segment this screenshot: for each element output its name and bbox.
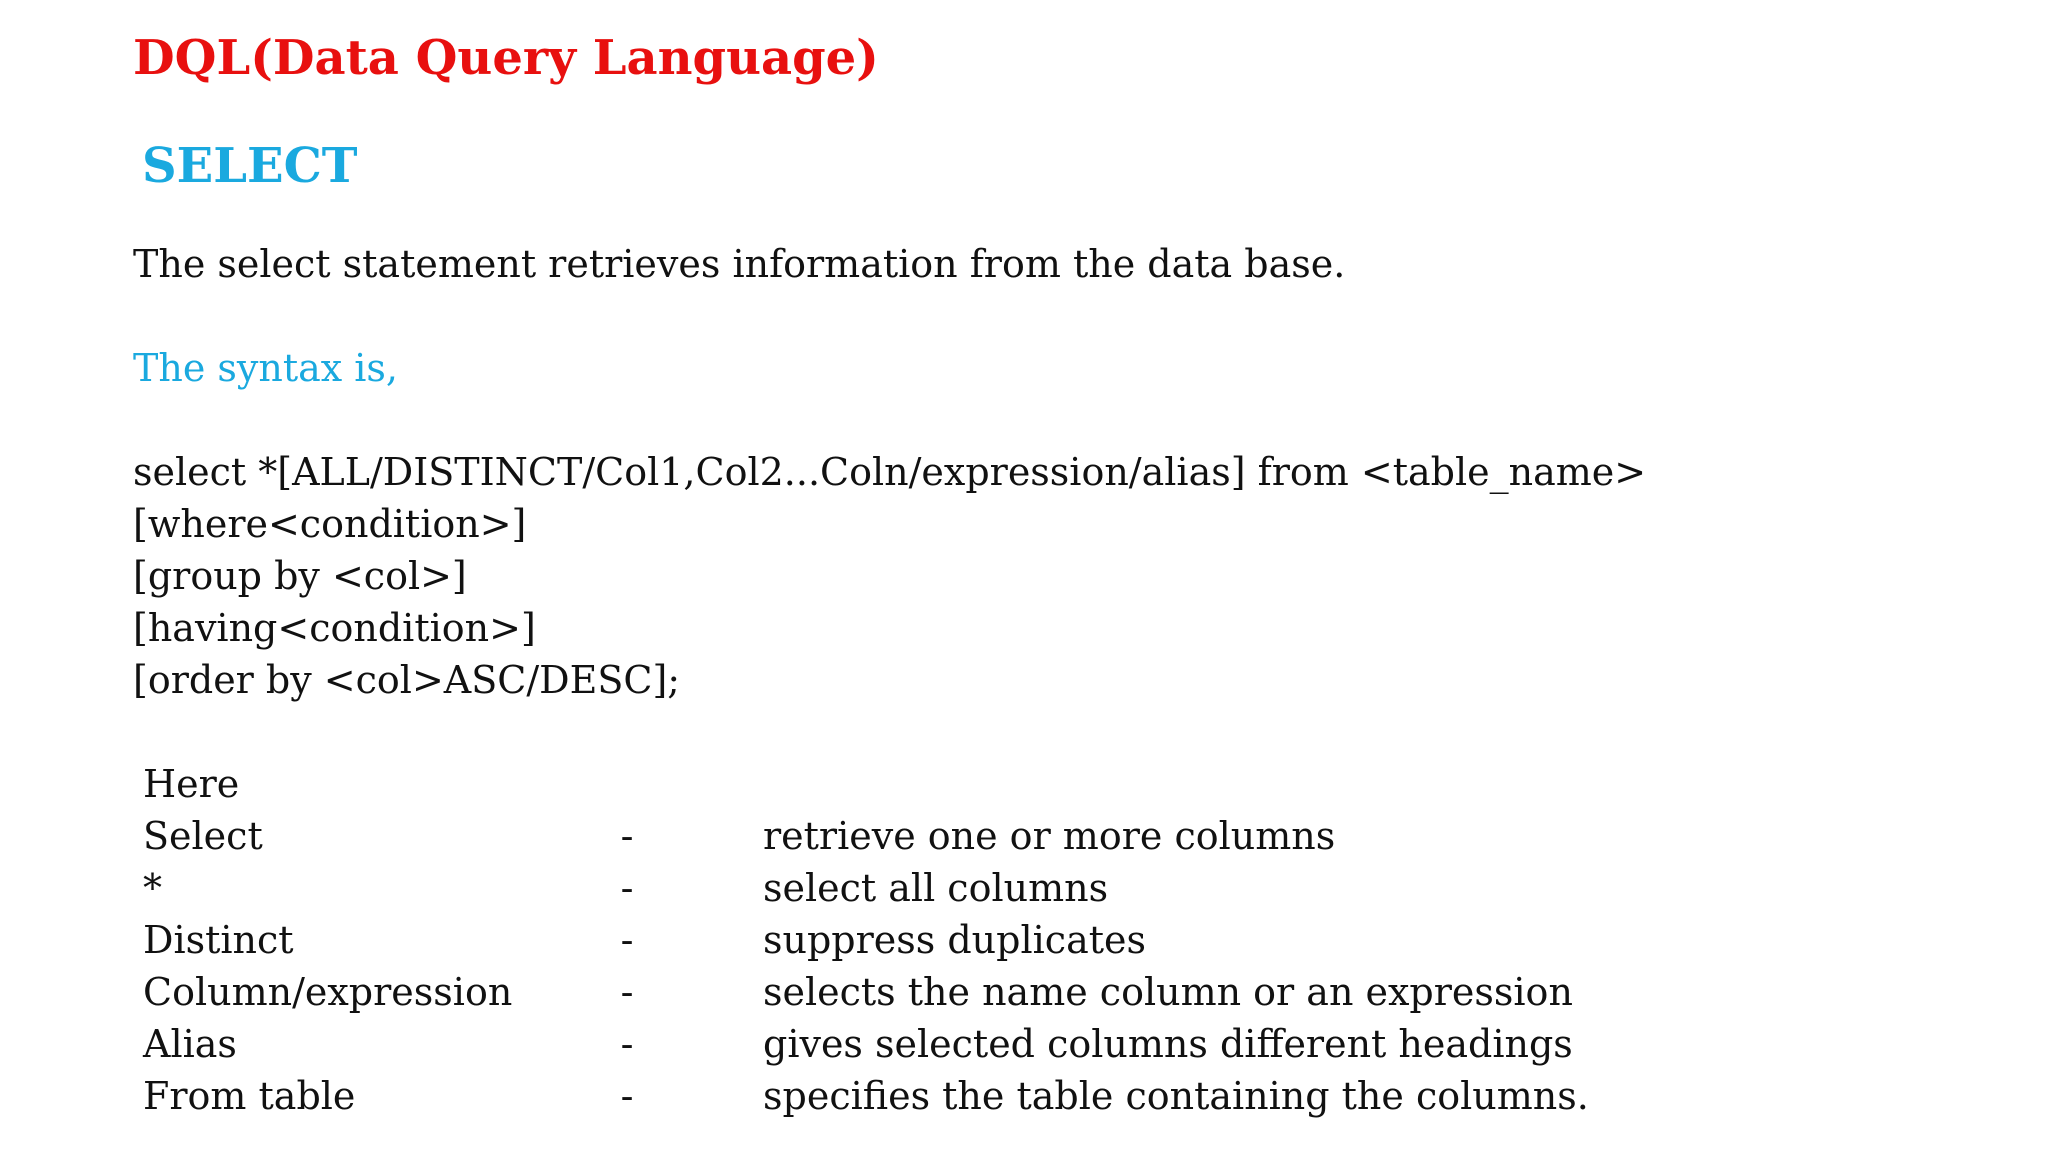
definition-row xyxy=(143,810,1743,862)
here-label: Here xyxy=(143,762,240,806)
definition-dash: - xyxy=(620,866,634,910)
page-title: DQL(Data Query Language) xyxy=(133,30,879,86)
syntax-intro: The syntax is, xyxy=(133,346,398,390)
definition-dash: - xyxy=(620,918,634,962)
definition-row xyxy=(143,966,1743,1018)
definition-term: Alias xyxy=(143,1022,237,1066)
definition-term: From table xyxy=(143,1074,356,1118)
definition-dash: - xyxy=(620,1074,634,1118)
definition-row xyxy=(143,1070,1743,1122)
definition-row xyxy=(143,914,1743,966)
definition-description: suppress duplicates xyxy=(763,918,1146,962)
syntax-line-select: select *[ALL/DISTINCT/Col1,Col2...Coln/expression/alias] from <table_name> xyxy=(133,450,1647,494)
definition-term: * xyxy=(143,866,162,910)
definition-row xyxy=(143,862,1743,914)
definition-term: Column/expression xyxy=(143,970,513,1014)
definition-description: selects the name column or an expression xyxy=(763,970,1573,1014)
definition-description: specifies the table containing the columns. xyxy=(763,1074,1589,1118)
syntax-line-group-by: [group by <col>] xyxy=(133,554,467,598)
definition-term: Distinct xyxy=(143,918,294,962)
syntax-line-where: [where<condition>] xyxy=(133,502,527,546)
intro-text: The select statement retrieves information from the data base. xyxy=(133,242,1346,286)
syntax-line-order-by: [order by <col>ASC/DESC]; xyxy=(133,658,681,702)
syntax-block xyxy=(133,446,1646,706)
section-heading: SELECT xyxy=(142,138,358,194)
definition-dash: - xyxy=(620,970,634,1014)
definition-dash: - xyxy=(620,1022,634,1066)
definition-row xyxy=(143,1018,1743,1070)
definition-dash: - xyxy=(620,814,634,858)
definition-list xyxy=(143,810,1743,1122)
definition-description: gives selected columns different headings xyxy=(763,1022,1573,1066)
definition-description: retrieve one or more columns xyxy=(763,814,1336,858)
definition-description: select all columns xyxy=(763,866,1109,910)
syntax-line-having: [having<condition>] xyxy=(133,606,536,650)
definition-term: Select xyxy=(143,814,263,858)
